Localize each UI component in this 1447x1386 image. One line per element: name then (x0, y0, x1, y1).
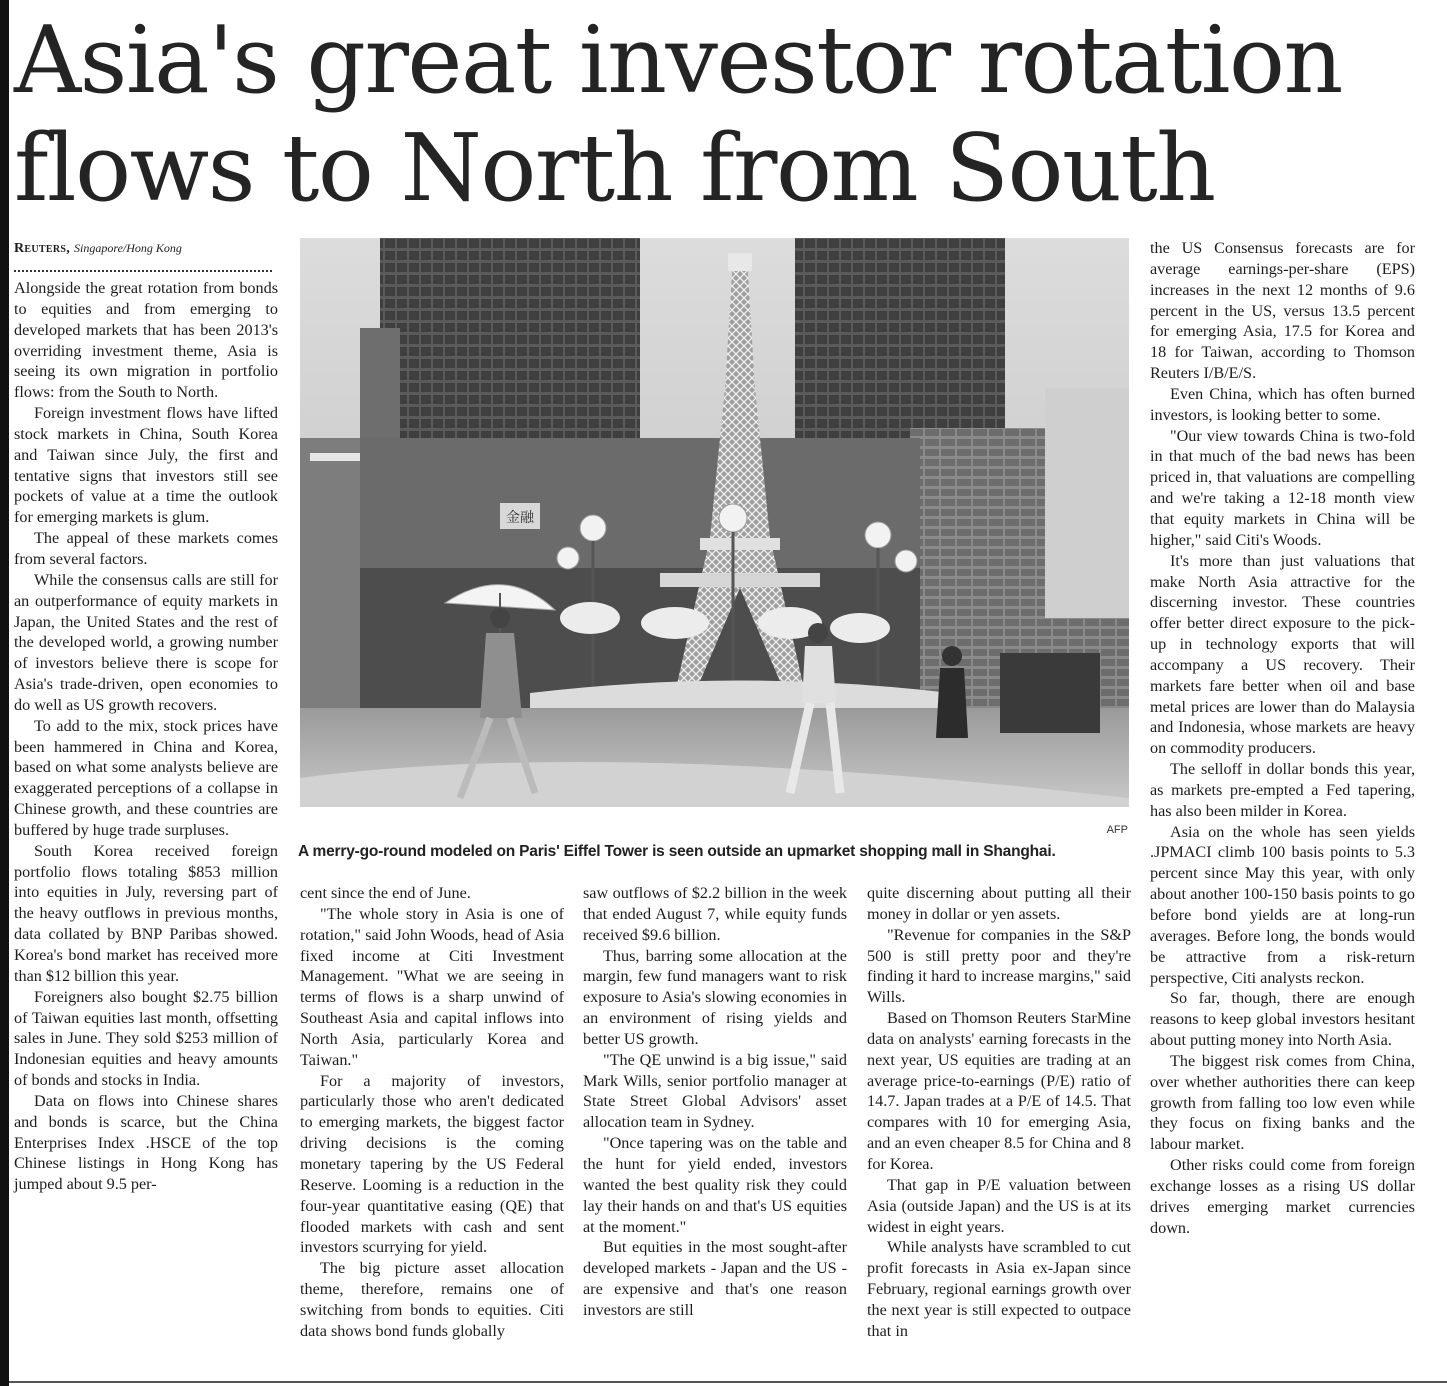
headline: Asia's great investor rotation flows to North from South (14, 6, 1342, 222)
paragraph: Foreign investment flows have lifted stock markets in China, South Korea and Taiwan since July, the first and tentative signs that investors still see pockets of value at a time the outlook for emerging markets is glum. (14, 404, 278, 527)
paragraph: While the consensus calls are still for an outperformance of equity markets in Japan, the United States and the rest of the developed world, a growing number of investors believe there is scope for Asia's trade-driven, open economies to do well as US growth recovers. (14, 570, 278, 714)
paragraph: That gap in P/E valuation between Asia (outside Japan) and the US is at its widest in eight years. (867, 1175, 1131, 1236)
paragraph: While analysts have scrambled to cut profit forecasts in Asia ex-Japan since February, regional earnings growth over the next year is still expected to outpace that in (867, 1238, 1131, 1340)
paragraph: "Our view towards China is two-fold in that much of the bad news has been priced in, that valuations are compelling and we're taking a 12-18 month view that equity markets in China will be higher," said Citi's Woods. (1150, 426, 1415, 549)
article-column-1 (14, 278, 278, 1195)
paragraph: The selloff in dollar bonds this year, as markets pre-empted a Fed tapering, has also been milder in Korea. (1150, 760, 1415, 820)
mall-sign: 金融 (506, 510, 534, 526)
photo-illustration (300, 238, 1129, 807)
news-photo (300, 238, 1129, 807)
paragraph: Data on flows into Chinese shares and bonds is scarce, but the China Enterprises Index .HSCE of the top Chinese listings in Hong Kong has jumped about 9.5 per- (14, 1091, 278, 1194)
paragraph: It's more than just valuations that make North Asia attractive for the discerning investor. These countries offer better direct exposure to the pick-up in technology exports that will accompany a US recovery. Their markets fare better when oil and base metal prices are lower than do Malaysia and Indonesia, whose markets are heavy on commodity producers. (1150, 551, 1415, 758)
paragraph: Alongside the great rotation from bonds to equities and from emerging to developed markets that has been 2013's overriding investment theme, Asia is seeing its own migration in portfolio flows: from the South to North. (14, 279, 278, 402)
paragraph: To add to the mix, stock prices have been hammered in China and Korea, based on what some analysts believe are exaggerated perceptions of a collapse in Chinese growth, and these countries are buffered by huge trade surpluses. (14, 716, 278, 839)
paragraph: Based on Thomson Reuters StarMine data on analysts' earning forecasts in the next year, US equities are trading at an average price-to-earnings (P/E) ratio of 14.7. Japan trades at a P/E of 14.5. That compares with 10 for emerging Asia, and an even cheaper 8.5 for China and 8 for Korea. (867, 1009, 1131, 1173)
paragraph: cent since the end of June. (300, 884, 471, 902)
paragraph: "The QE unwind is a big issue," said Mark Wills, senior portfolio manager at State Street Global Advisors' asset allocation team in Sydney. (583, 1050, 847, 1132)
byline-agency: Reuters, (14, 241, 71, 256)
paragraph: But equities in the most sought-after developed markets - Japan and the US - are expensive and that's one reason investors are still (583, 1238, 847, 1319)
paragraph: Thus, barring some allocation at the margin, few fund managers want to risk exposure to Asia's slowing economies in an environment of rising yields and better US growth. (583, 946, 847, 1048)
byline (14, 240, 182, 257)
paragraph: quite discerning about putting all their money in dollar or yen assets. (867, 884, 1131, 923)
paragraph: So far, though, there are enough reasons to keep global investors hesitant about putting money into North Asia. (1150, 989, 1415, 1050)
paragraph: The big picture asset allocation theme, therefore, remains one of switching from bonds to equities. Citi data shows bond funds globally (300, 1259, 564, 1340)
article-column-3 (583, 883, 847, 1321)
paragraph: The biggest risk comes from China, over whether authorities there can keep growth from falling too low even while they focus on fixing banks and the labour market. (1150, 1051, 1415, 1154)
byline-place: Singapore/Hong Kong (74, 241, 182, 255)
bottom-rule (9, 1381, 1447, 1383)
byline-divider (14, 256, 272, 272)
article-column-4 (867, 883, 1131, 1342)
paragraph: "Revenue for companies in the S&P 500 is still pretty poor and they're finding it hard to increase margins," said Wills. (867, 925, 1131, 1007)
paragraph: "Once tapering was on the table and the hunt for yield ended, investors wanted the best quality risk they could lay their hands on and that's US equities at the moment." (583, 1134, 847, 1236)
photo-caption: A merry-go-round modeled on Paris' Eiffel Tower is seen outside an upmarket shopping mall in Shanghai. (298, 843, 1056, 860)
paragraph: "The whole story in Asia is one of rotation," said John Woods, head of Asia fixed income at Citi Investment Management. "What we are seeing in terms of flows is a sharp unwind of Southeast Asia and capital inflows into North Asia, particularly Korea and Taiwan." (300, 904, 564, 1069)
paragraph: For a majority of investors, particularly those who aren't dedicated to emerging markets, the biggest factor driving decisions is the coming monetary tapering by the US Federal Reserve. Looming is a reduction in the four-year quantitative easing (QE) that flooded markets with cash and sent investors scurrying for yield. (300, 1071, 564, 1257)
paragraph: Asia on the whole has seen yields .JPMACI climb 100 basis points to 5.3 percent since May this year, with only about another 100-150 basis points to go before bond yields are at long-run averages. Before long, the bonds would be attractive from a risk-return perspective, Citi analysts reckon. (1150, 822, 1415, 987)
paragraph: Even China, which has often burned investors, is looking better to some. (1150, 384, 1415, 424)
paragraph: Foreigners also bought $2.75 billion of Taiwan equities last month, offsetting sales in June. They sold $253 million of Indonesian equities and heavy amounts of bonds and stocks in India. (14, 987, 278, 1090)
photo-credit: AFP (1106, 824, 1128, 836)
paragraph: Other risks could come from foreign exchange losses as a rising US dollar drives emerging market currencies down. (1150, 1156, 1415, 1237)
paragraph: the US Consensus forecasts are for average earnings-per-share (EPS) increases in the next 12 months of 9.6 percent in the US, versus 13.5 percent for emerging Asia, 17.5 for Korea and 18 for Taiwan, according to Thomson Reuters I/B/E/S. (1150, 239, 1415, 383)
paragraph: saw outflows of $2.2 billion in the week that ended August 7, while equity funds received $9.6 billion. (583, 884, 847, 944)
article-column-2 (300, 883, 564, 1342)
page-edge-bar (0, 0, 9, 1386)
article-column-5 (1150, 238, 1415, 1239)
paragraph: The appeal of these markets comes from several factors. (14, 529, 278, 568)
paragraph: South Korea received foreign portfolio flows totaling $853 million into equities in July, reversing part of the heavy outflows in previous months, data collated by BNP Paribas showed. Korea's bond market has received more than $12 billion this year. (14, 841, 278, 985)
